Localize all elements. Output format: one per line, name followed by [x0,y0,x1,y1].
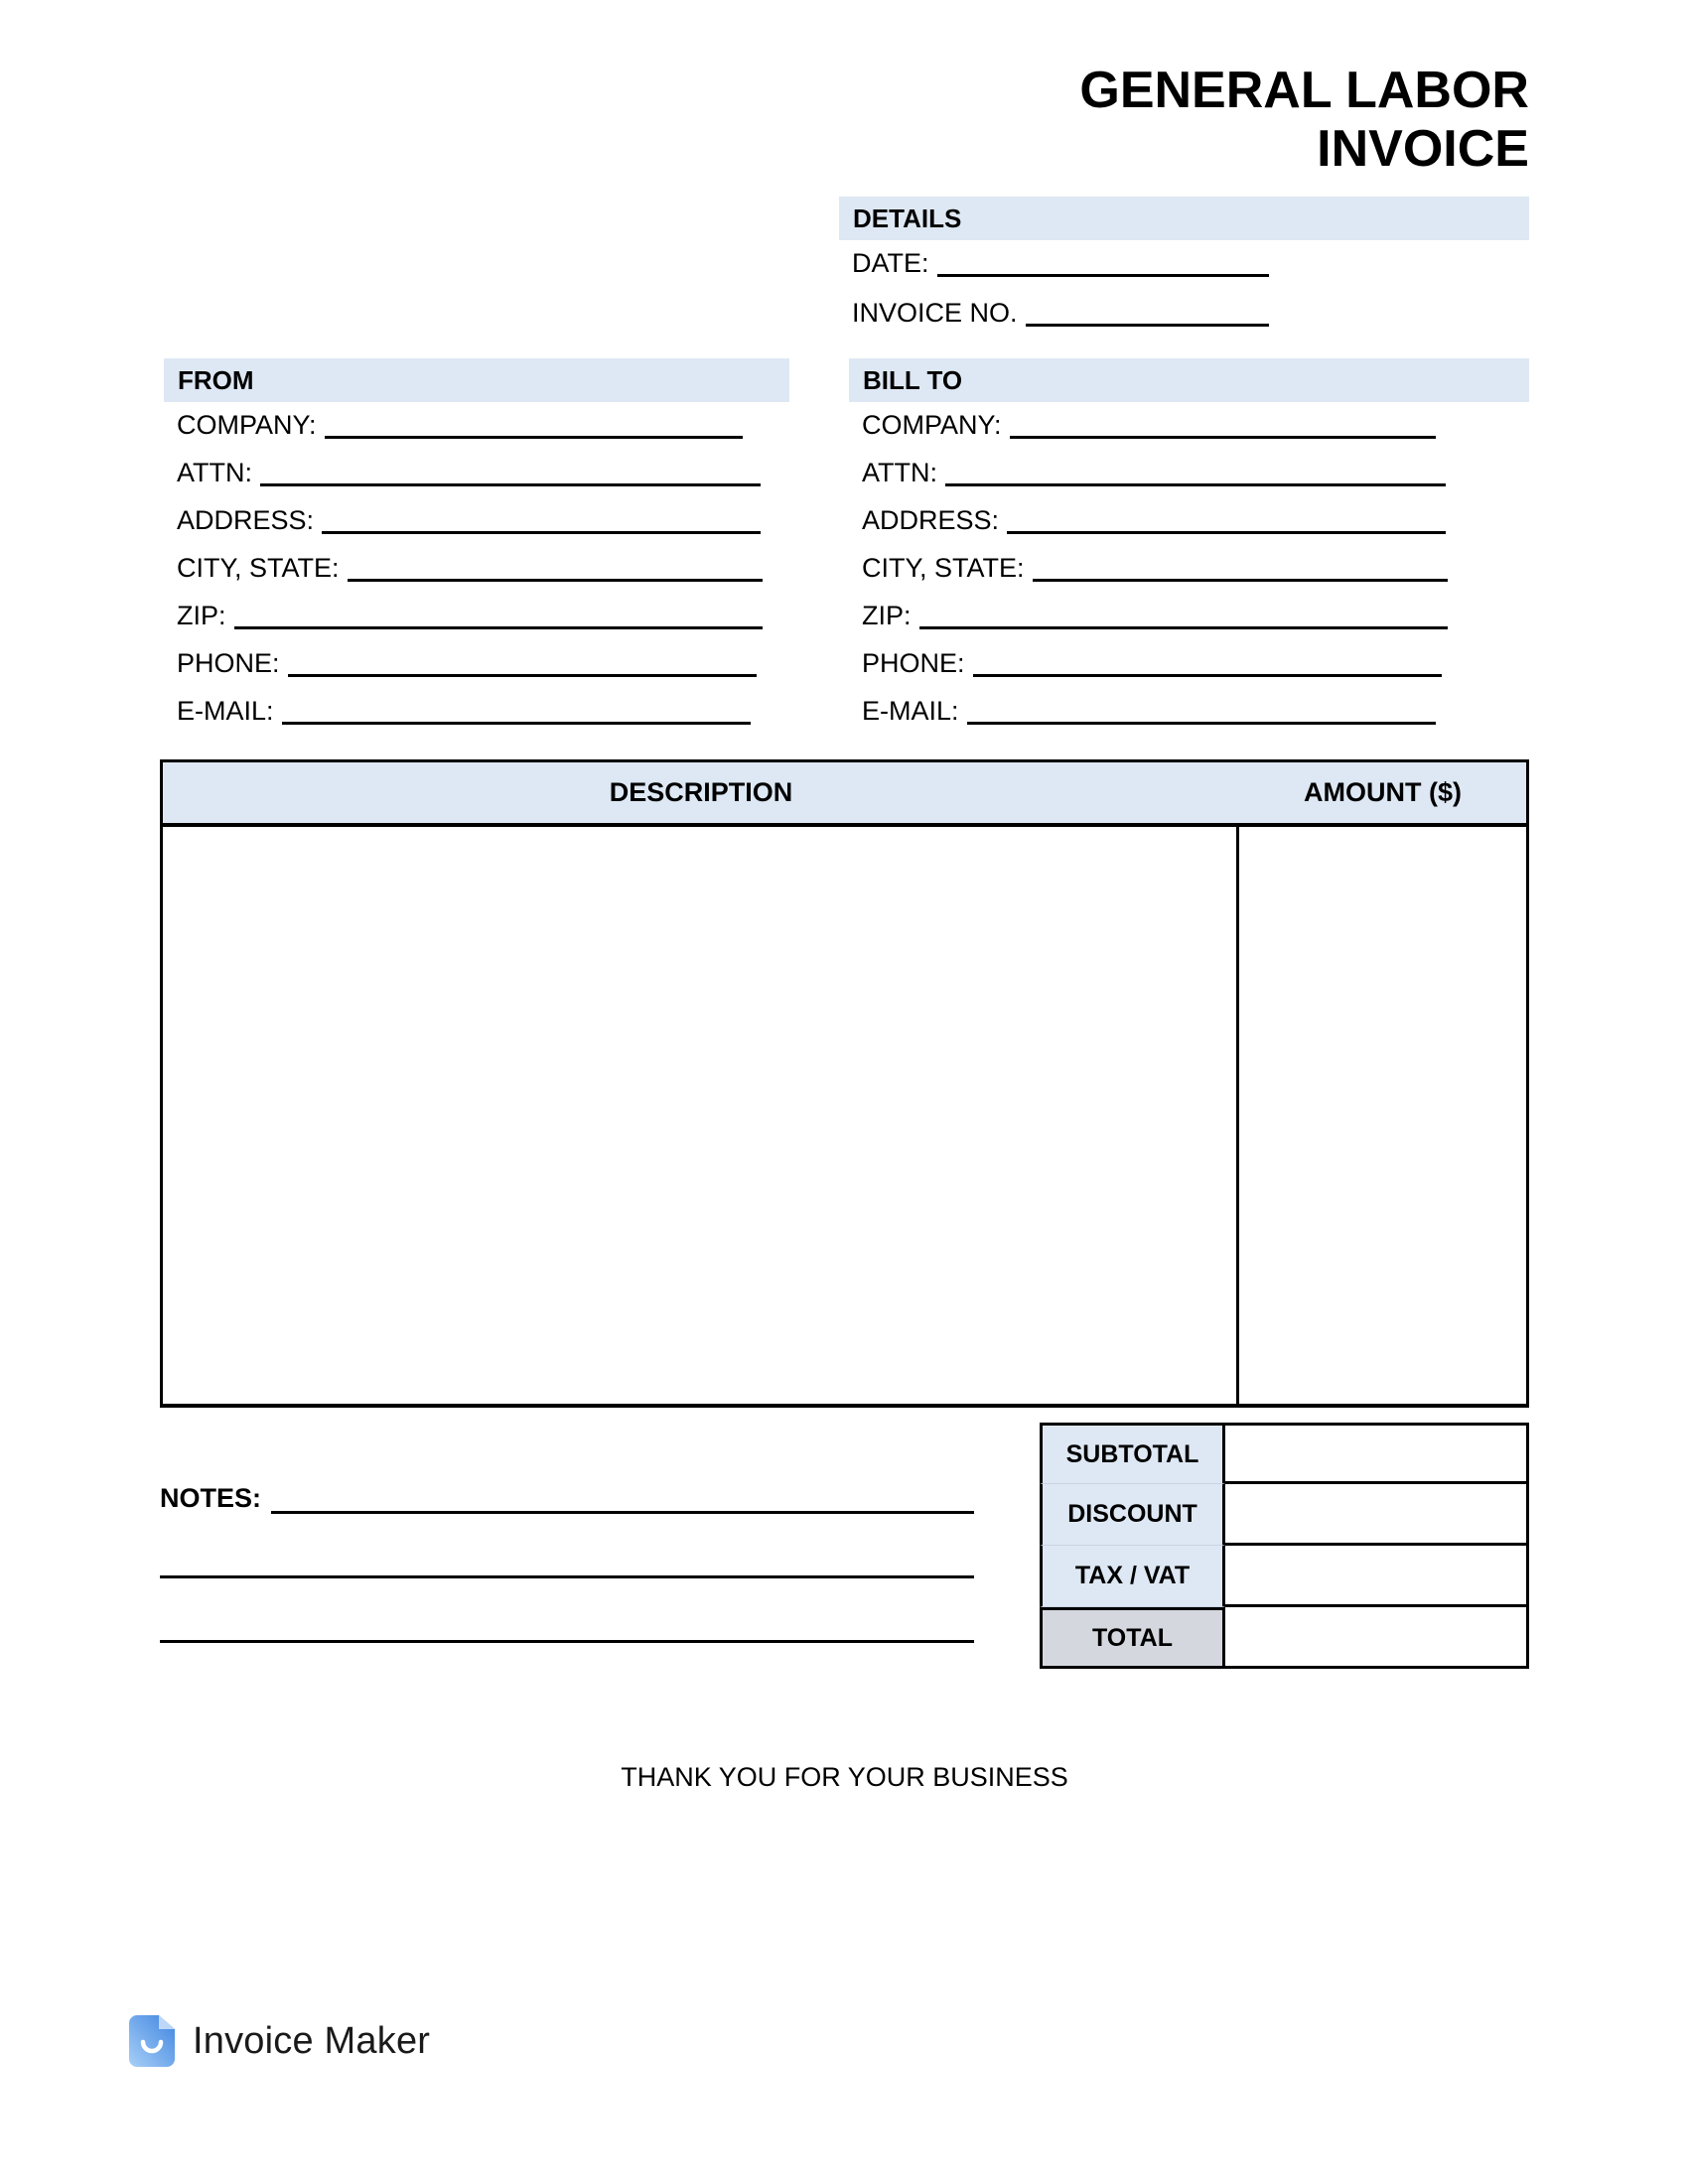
subtotal-label: SUBTOTAL [1040,1423,1225,1484]
tax-vat-value[interactable] [1225,1546,1529,1607]
bill-to-phone-label: PHONE: [862,648,965,678]
from-city-state-input[interactable] [348,557,763,582]
from-email-input[interactable] [282,700,751,725]
description-entry-area[interactable] [163,827,1239,1404]
bill-to-header-label: BILL TO [863,364,963,395]
bill-to-phone-input[interactable] [973,652,1442,677]
total-value[interactable] [1225,1607,1529,1669]
totals-row-discount [1040,1484,1529,1546]
amount-entry-area[interactable] [1239,827,1526,1404]
from-section-header [164,358,789,402]
field-date-label: DATE: [852,248,929,278]
from-address-label: ADDRESS: [177,505,315,535]
bill-to-field-email[interactable] [862,698,1436,725]
from-field-attn[interactable] [177,460,761,486]
totals-table [1040,1423,1529,1669]
from-phone-label: PHONE: [177,648,280,678]
from-attn-input[interactable] [260,462,761,486]
notes-input-line-3[interactable] [160,1616,974,1643]
bill-to-field-attn[interactable] [862,460,1446,486]
tax-vat-label: TAX / VAT [1040,1546,1225,1607]
from-attn-label: ATTN: [177,458,252,487]
bill-to-city-state-label: CITY, STATE: [862,553,1025,583]
bill-to-email-label: E-MAIL: [862,696,959,726]
from-phone-input[interactable] [288,652,757,677]
column-header-amount: AMOUNT ($) [1304,777,1462,807]
from-company-label: COMPANY: [177,410,317,440]
line-items-body[interactable] [160,827,1529,1408]
brand-footer [129,2015,430,2067]
from-address-input[interactable] [322,509,761,534]
bill-to-field-phone[interactable] [862,650,1442,677]
subtotal-value[interactable] [1225,1423,1529,1484]
bill-to-field-company[interactable] [862,412,1436,439]
field-invoice-no-label: INVOICE NO. [852,298,1018,328]
bill-to-section-header [849,358,1529,402]
from-company-input[interactable] [325,414,743,439]
bill-to-city-state-input[interactable] [1033,557,1448,582]
totals-row-subtotal [1040,1423,1529,1484]
from-zip-input[interactable] [234,605,763,629]
invoice-document-smile-icon [129,2015,175,2067]
page-title [635,62,1529,180]
from-header-label: FROM [178,364,254,395]
field-invoice-no-input[interactable] [1026,302,1269,327]
notes-first-line[interactable] [160,1483,974,1514]
title-line-1: GENERAL LABOR [1079,62,1529,119]
line-items-header-row [160,759,1529,827]
from-field-phone[interactable] [177,650,757,677]
from-field-city-state[interactable] [177,555,763,582]
from-field-address[interactable] [177,507,761,534]
bill-to-email-input[interactable] [967,700,1436,725]
bill-to-field-zip[interactable] [862,603,1448,629]
title-line-2: INVOICE [1317,120,1529,179]
field-invoice-no[interactable] [852,300,1269,327]
bill-to-field-address[interactable] [862,507,1446,534]
bill-to-company-input[interactable] [1010,414,1436,439]
from-field-zip[interactable] [177,603,763,629]
bill-to-address-label: ADDRESS: [862,505,1000,535]
totals-row-total [1040,1607,1529,1669]
line-items-table [160,759,1529,1408]
bill-to-field-city-state[interactable] [862,555,1448,582]
bill-to-attn-label: ATTN: [862,458,937,487]
discount-label: DISCOUNT [1040,1484,1225,1546]
column-header-description: DESCRIPTION [609,777,793,807]
bill-to-address-input[interactable] [1007,509,1446,534]
details-header-label: DETAILS [853,203,962,233]
bill-to-zip-label: ZIP: [862,601,912,630]
notes-label: NOTES: [160,1483,262,1513]
bill-to-zip-input[interactable] [919,605,1448,629]
discount-value[interactable] [1225,1484,1529,1546]
bill-to-attn-input[interactable] [945,462,1446,486]
from-field-email[interactable] [177,698,751,725]
from-email-label: E-MAIL: [177,696,274,726]
bill-to-company-label: COMPANY: [862,410,1002,440]
brand-name-label: Invoice Maker [193,2019,431,2062]
details-section-header [839,197,1529,240]
thank-you-message: THANK YOU FOR YOUR BUSINESS [621,1762,1068,1792]
from-zip-label: ZIP: [177,601,226,630]
notes-input-line-2[interactable] [160,1552,974,1578]
from-field-company[interactable] [177,412,743,439]
notes-input-line-1[interactable] [271,1487,974,1514]
field-date[interactable] [852,250,1269,277]
total-label: TOTAL [1040,1607,1225,1669]
from-city-state-label: CITY, STATE: [177,553,340,583]
field-date-input[interactable] [937,252,1269,277]
totals-row-tax-vat [1040,1546,1529,1607]
notes-section [160,1483,974,1643]
